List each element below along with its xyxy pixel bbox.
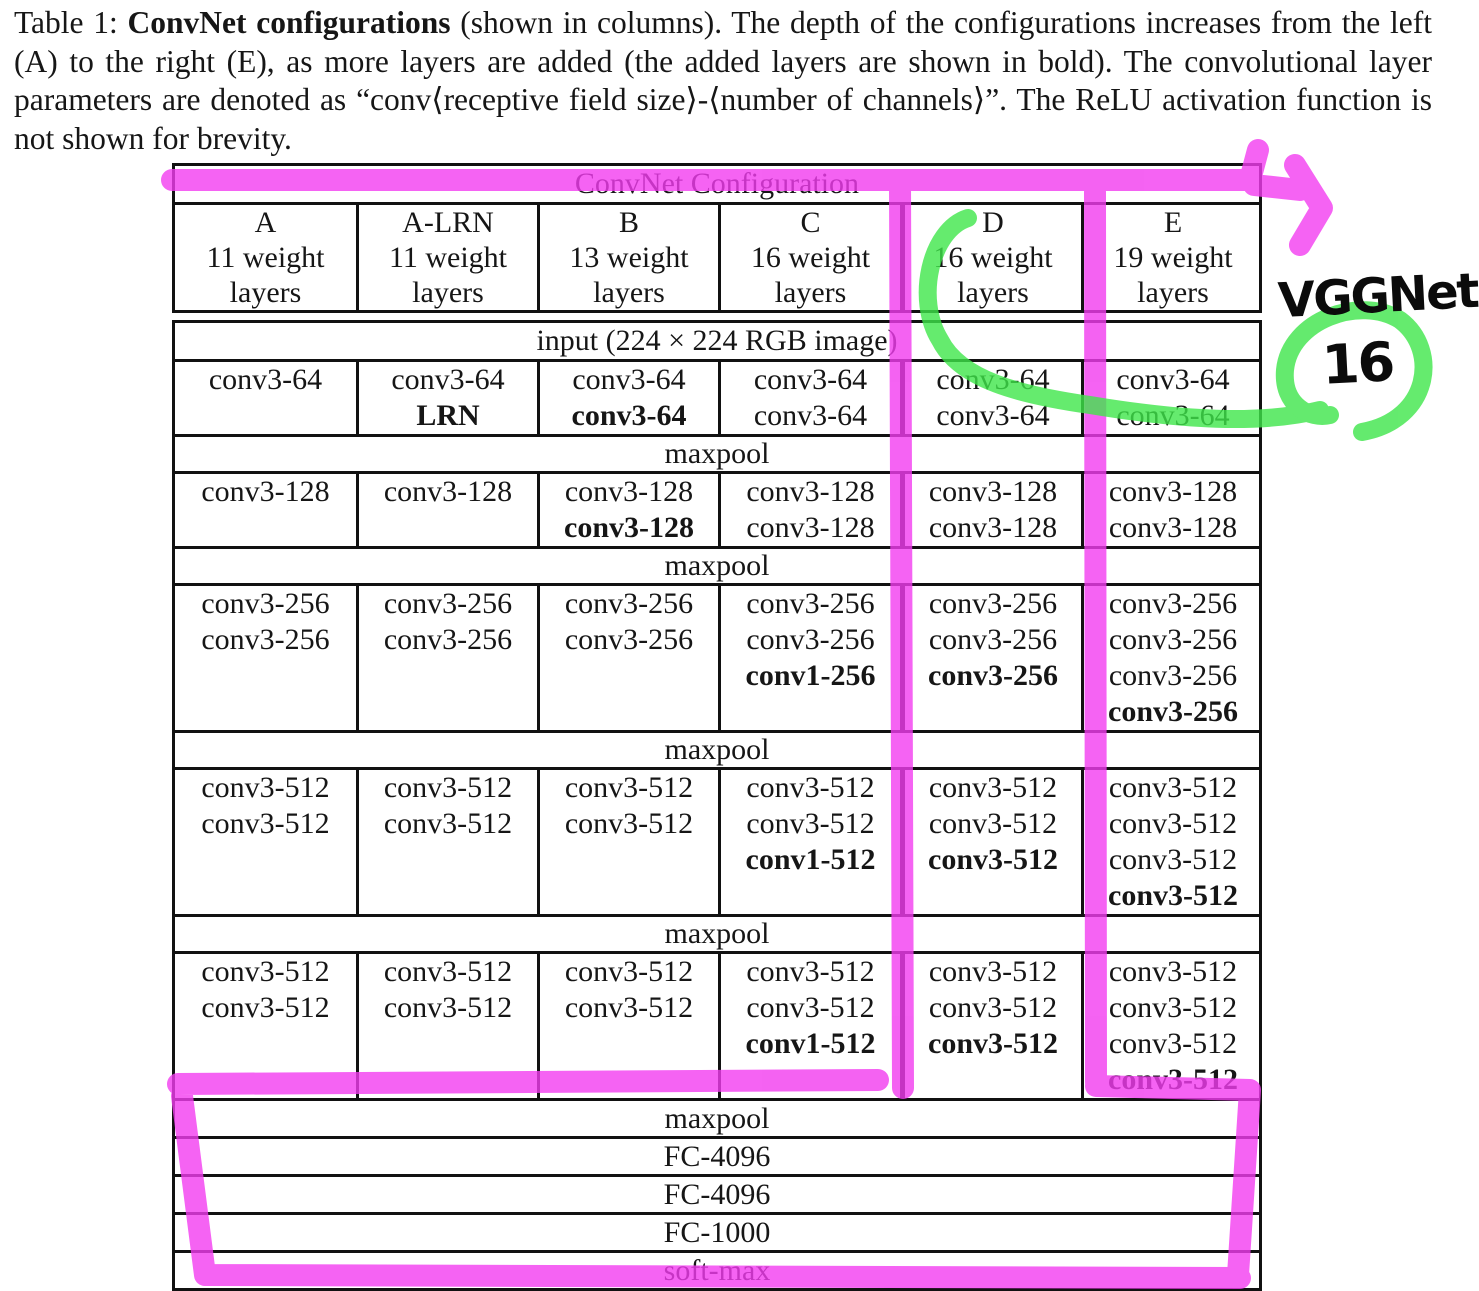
layer-cell <box>718 770 900 914</box>
layer: conv3-256 <box>928 623 1058 656</box>
layer-cell <box>356 362 537 434</box>
layer: conv3-256 <box>928 587 1058 620</box>
added-layer: conv3-512 <box>1108 879 1238 912</box>
vggnet-depth-label: 16 <box>1320 330 1395 397</box>
layer: conv3-64 <box>208 363 323 396</box>
layer-cell <box>718 474 900 546</box>
layer-cell <box>175 770 356 914</box>
column-depth-line2: layers <box>229 276 302 309</box>
layer: conv3-512 <box>383 991 513 1024</box>
layer: conv3-256 <box>746 587 875 620</box>
tail-row-fc-4096: FC-4096 <box>175 1174 1259 1212</box>
layer: conv3-512 <box>1108 1027 1238 1060</box>
layer-cell <box>537 954 718 1098</box>
layer: conv3-256 <box>201 587 330 620</box>
layer: conv3-512 <box>746 807 875 840</box>
maxpool-row: maxpool <box>175 730 1259 767</box>
layer: conv3-128 <box>1108 475 1238 508</box>
layer-cell <box>356 474 537 546</box>
table-caption <box>14 4 1432 158</box>
vggnet-label: VGGNet <box>1276 262 1479 330</box>
column-name: E <box>1163 206 1183 239</box>
caption-body: (shown in columns). The depth of the configurations increases from the left (A) to the right (E), as more layers are added (the added layers are shown in bold). The convolutional layer parameters are denoted as “conv⟨receptive field size⟩-⟨number of channels⟩”. The ReLU activation function is not shown for brevity. <box>14 5 1433 156</box>
layer: conv3-64 <box>936 399 1050 432</box>
column-header-c <box>718 205 900 310</box>
layer: conv3-128 <box>564 475 694 508</box>
conv-stage-3 <box>175 583 1259 730</box>
layer-cell <box>356 770 537 914</box>
layer: conv3-512 <box>746 991 875 1024</box>
layer-cell <box>718 586 900 730</box>
layer: conv3-512 <box>746 955 875 988</box>
tail-row-fc-1000: FC-1000 <box>175 1212 1259 1250</box>
layer: conv3-256 <box>383 587 513 620</box>
layer: conv3-512 <box>383 955 513 988</box>
layer: conv3-512 <box>383 807 513 840</box>
column-name: B <box>618 206 639 239</box>
layer: conv3-128 <box>746 475 875 508</box>
layer: conv3-64 <box>1116 363 1230 396</box>
layer: conv3-512 <box>928 807 1058 840</box>
added-layer: conv3-256 <box>1108 695 1238 728</box>
layer-cell <box>537 770 718 914</box>
tail-row-fc-4096: FC-4096 <box>175 1136 1259 1174</box>
layer: conv3-256 <box>1108 587 1238 620</box>
added-layer: conv1-512 <box>745 1027 876 1060</box>
layer-cell <box>1081 586 1262 730</box>
input-row: input (224 × 224 RGB image) <box>536 324 898 357</box>
column-depth-line1: 13 weight <box>569 241 689 274</box>
layer: conv3-256 <box>564 587 694 620</box>
layer-cell <box>1081 362 1262 434</box>
layer-cell <box>718 362 900 434</box>
layer-cell <box>900 362 1081 434</box>
layer: conv3-64 <box>753 363 868 396</box>
layer: conv3-256 <box>1108 623 1238 656</box>
column-depth-line1: 11 weight <box>388 241 508 274</box>
conv-stage-4 <box>175 767 1259 914</box>
column-headers <box>175 202 1259 310</box>
layer: conv3-256 <box>1108 659 1238 692</box>
added-layer: LRN <box>416 399 480 432</box>
layer: conv3-128 <box>1108 511 1238 544</box>
layer: conv3-512 <box>1108 807 1238 840</box>
maxpool-row: maxpool <box>175 434 1259 471</box>
layer-cell <box>356 954 537 1098</box>
layer: conv3-64 <box>391 363 505 396</box>
layer: conv3-512 <box>1108 991 1238 1024</box>
conv-stage-2 <box>175 471 1259 546</box>
layer: conv3-512 <box>564 955 694 988</box>
layer: conv3-512 <box>564 771 694 804</box>
layer: conv3-128 <box>928 511 1058 544</box>
added-layer: conv1-512 <box>745 843 876 876</box>
tail-row-soft-max: soft-max <box>175 1250 1259 1288</box>
caption-bold-title: ConvNet configurations <box>127 5 451 40</box>
layer-cell <box>537 586 718 730</box>
added-layer: conv1-256 <box>745 659 876 692</box>
column-name: D <box>982 206 1004 239</box>
maxpool-row: maxpool <box>175 546 1259 583</box>
layer: conv3-128 <box>201 475 330 508</box>
convnet-config-table <box>172 163 1262 1291</box>
column-depth-line2: layers <box>412 276 484 309</box>
layer: conv3-512 <box>201 955 330 988</box>
table-title: ConvNet Configuration <box>574 167 860 200</box>
layer: conv3-512 <box>201 991 330 1024</box>
layer: conv3-512 <box>564 807 694 840</box>
column-header-e <box>1081 205 1262 310</box>
layer-cell <box>175 954 356 1098</box>
added-layer: conv3-512 <box>928 843 1058 876</box>
layer: conv3-512 <box>928 955 1058 988</box>
layer-cell <box>175 474 356 546</box>
layer-cell <box>718 954 900 1098</box>
column-name: A <box>254 206 277 239</box>
layer: conv3-512 <box>928 991 1058 1024</box>
column-depth-line2: layers <box>1137 276 1209 309</box>
column-depth-line2: layers <box>593 276 665 309</box>
column-depth-line1: 11 weight <box>206 241 325 274</box>
layer: conv3-512 <box>201 807 330 840</box>
tail-row-maxpool: maxpool <box>175 1098 1259 1136</box>
layer: conv3-64 <box>1116 399 1230 432</box>
layer: conv3-256 <box>383 623 513 656</box>
column-name: A-LRN <box>402 206 494 239</box>
layer-cell <box>537 474 718 546</box>
layer-cell <box>900 770 1081 914</box>
conv-stage-5 <box>175 951 1259 1098</box>
column-depth-line1: 16 weight <box>933 241 1053 274</box>
column-depth-line1: 19 weight <box>1113 241 1233 274</box>
added-layer: conv3-128 <box>564 511 694 544</box>
column-header-a <box>175 205 356 310</box>
layer: conv3-256 <box>746 623 875 656</box>
layer: conv3-64 <box>572 363 686 396</box>
column-depth-line2: layers <box>774 276 847 309</box>
layer: conv3-128 <box>746 511 875 544</box>
layer: conv3-512 <box>746 771 875 804</box>
layer-cell <box>1081 770 1262 914</box>
layer: conv3-512 <box>564 991 694 1024</box>
table-body-block <box>172 320 1262 1291</box>
layer-cell <box>356 586 537 730</box>
column-name: C <box>800 206 821 239</box>
table-header-block <box>172 163 1262 313</box>
column-header-a-lrn <box>356 205 537 310</box>
layer: conv3-512 <box>201 771 330 804</box>
layer: conv3-64 <box>753 399 868 432</box>
layer: conv3-512 <box>1108 955 1238 988</box>
layer-cell <box>900 474 1081 546</box>
maxpool-row: maxpool <box>175 914 1259 951</box>
added-layer: conv3-256 <box>928 659 1058 692</box>
layer: conv3-128 <box>928 475 1058 508</box>
added-layer: conv3-512 <box>928 1027 1058 1060</box>
layer: conv3-512 <box>383 771 513 804</box>
layer: conv3-512 <box>1108 771 1238 804</box>
layer: conv3-512 <box>1108 843 1238 876</box>
layer-cell <box>175 362 356 434</box>
column-header-b <box>537 205 718 310</box>
caption-label: Table 1: <box>14 5 118 40</box>
added-layer: conv3-64 <box>571 399 687 432</box>
layer: conv3-128 <box>383 475 513 508</box>
layer-cell <box>900 586 1081 730</box>
layer-cell <box>1081 954 1262 1098</box>
layer-cell <box>537 362 718 434</box>
conv-stage-1 <box>175 359 1259 434</box>
layer-cell <box>1081 474 1262 546</box>
layer: conv3-256 <box>201 623 330 656</box>
column-depth-line1: 16 weight <box>750 241 871 274</box>
column-depth-line2: layers <box>957 276 1029 309</box>
layer: conv3-512 <box>928 771 1058 804</box>
layer: conv3-64 <box>936 363 1050 396</box>
column-header-d <box>900 205 1081 310</box>
layer: conv3-256 <box>564 623 694 656</box>
added-layer: conv3-512 <box>1108 1063 1238 1096</box>
layer-cell <box>175 586 356 730</box>
layer-cell <box>900 954 1081 1098</box>
